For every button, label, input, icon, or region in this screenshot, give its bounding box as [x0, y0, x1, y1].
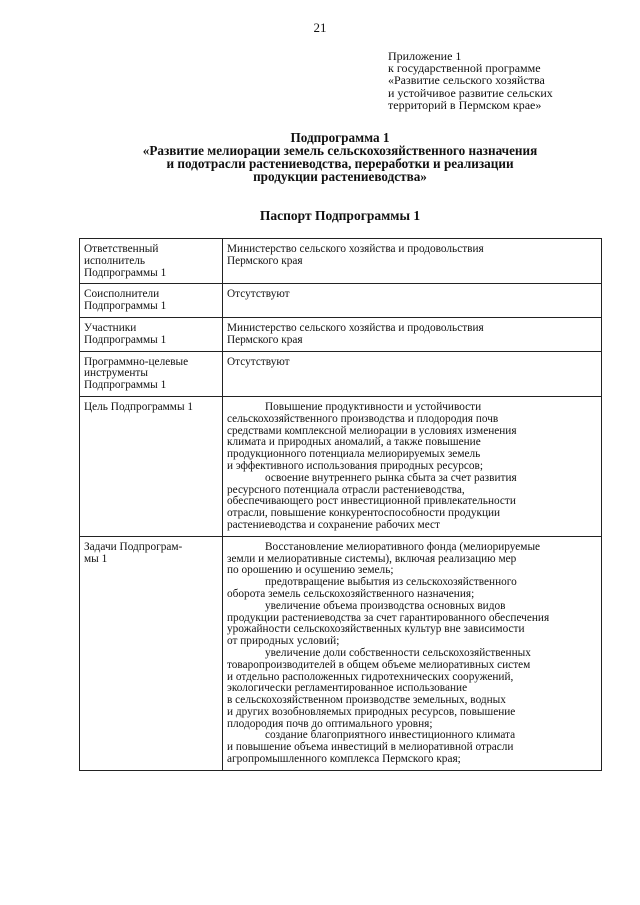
- row-value-cell: [223, 317, 602, 351]
- row-label-cell: [80, 239, 223, 284]
- row-label-cell: [80, 396, 223, 536]
- value-line: Пермского края: [227, 333, 303, 346]
- value-line: продукции растениеводства за счет гарантированного обеспечения: [227, 611, 550, 624]
- title-line: и подотрасли растениеводства, переработки и реализации: [166, 156, 514, 171]
- value-line: товаропроизводителей в общем объеме мелиоративных систем: [227, 658, 531, 671]
- label-line: Подпрограммы 1: [84, 333, 167, 346]
- row-value-cell: [223, 396, 602, 536]
- label-line: исполнитель: [84, 254, 146, 267]
- table-row: [80, 351, 602, 396]
- row-value-cell: [223, 239, 602, 284]
- appendix-note: [388, 50, 628, 111]
- value-line: урожайности сельскохозяйственных культур вне зависимости: [227, 623, 525, 636]
- subprogram-title: [90, 131, 590, 183]
- value-line: растениеводства и сохранение рабочих мест: [227, 518, 440, 531]
- label-line: инструменты: [84, 367, 148, 380]
- value-line: Пермского края: [227, 254, 303, 267]
- value-line: Министерство сельского хозяйства и продовольствия: [227, 243, 484, 255]
- label-line: Соисполнители: [84, 288, 160, 301]
- appendix-line: и устойчивое развитие сельских: [388, 85, 553, 100]
- label-line: Ответственный: [84, 243, 159, 255]
- value-line: освоение внутреннего рынка сбыта за счет развития: [265, 471, 517, 484]
- appendix-line: «Развитие сельского хозяйства: [388, 73, 545, 88]
- title-line: Подпрограмма 1: [290, 130, 390, 145]
- value-line: от природных условий;: [227, 635, 340, 648]
- row-value-cell: [223, 351, 602, 396]
- value-line: Повышение продуктивности и устойчивости: [265, 400, 482, 413]
- value-line: оборота земель сельскохозяйственного назначения;: [227, 587, 475, 600]
- page-number: 21: [313, 20, 327, 35]
- value-line: и эффективного использования природных ресурсов;: [227, 459, 483, 472]
- row-label-cell: [80, 536, 223, 770]
- table-row: [80, 396, 602, 536]
- row-value-cell: [223, 536, 602, 770]
- row-label-cell: [80, 317, 223, 351]
- row-label-cell: [80, 351, 223, 396]
- value-line: экологически регламентированное использование: [227, 682, 468, 695]
- value-line: и повышение объема инвестиций в мелиоративной отрасли: [227, 741, 514, 754]
- label-line: Подпрограммы 1: [84, 300, 167, 313]
- label-line: Участники: [84, 321, 137, 334]
- value-line: сельскохозяйственного производства и плодородия почв: [227, 412, 499, 425]
- value-line: отрасли, повышение конкурентоспособности продукции: [227, 507, 501, 520]
- appendix-line: Приложение 1: [388, 49, 462, 63]
- value-line: и отдельно расположенных гидротехнических сооружений,: [227, 670, 514, 683]
- table-row: [80, 284, 602, 318]
- table-row: [80, 317, 602, 351]
- label-line: Цель Подпрограммы 1: [84, 400, 194, 413]
- label-line: Программно-целевые: [84, 355, 189, 368]
- value-line: по орошению и осушению земель;: [227, 564, 394, 577]
- table-row: [80, 536, 602, 770]
- row-value-cell: [223, 284, 602, 318]
- value-line: Отсутствуют: [227, 355, 290, 368]
- row-label-cell: [80, 284, 223, 318]
- value-line: средствами комплексной мелиорации в условиях изменения: [227, 424, 517, 437]
- value-line: создание благоприятного инвестиционного климата: [265, 729, 516, 742]
- value-line: обеспечивающего рост инвестиционной привлекательности: [227, 495, 516, 508]
- title-line: продукции растениеводства»: [253, 169, 427, 184]
- value-line: климата и природных аномалий, а также повышение: [227, 436, 481, 449]
- value-line: плодородия почв до оптимального уровня;: [227, 717, 433, 730]
- value-line: увеличение доли собственности сельскохозяйственных: [265, 646, 531, 659]
- label-line: Подпрограммы 1: [84, 379, 167, 392]
- value-line: продукционного потенциала мелиорируемых земель: [227, 448, 481, 461]
- appendix-line: территорий в Пермском крае»: [388, 97, 542, 112]
- value-line: агропромышленного комплекса Пермского края;: [227, 753, 461, 766]
- value-line: Отсутствуют: [227, 288, 290, 301]
- value-line: Министерство сельского хозяйства и продовольствия: [227, 321, 484, 334]
- value-line: увеличение объема производства основных видов: [265, 599, 506, 612]
- value-line: ресурсного потенциала отрасли растениеводства,: [227, 483, 465, 496]
- label-line: Задачи Подпрограм-: [84, 540, 183, 553]
- value-line: в сельскохозяйственном производстве земельных, водных: [227, 694, 506, 707]
- label-line: мы 1: [84, 552, 108, 565]
- value-line: и других возобновляемых природных ресурсов, повышение: [227, 705, 516, 718]
- value-line: предотвращение выбытия из сельскохозяйственного: [265, 576, 517, 589]
- passport-title: Паспорт Подпрограммы 1: [259, 208, 421, 223]
- value-line: Восстановление мелиоративного фонда (мелиорируемые: [265, 540, 541, 553]
- passport-table: [79, 238, 602, 771]
- value-line: земли и мелиоративные системы), включая реализацию мер: [227, 552, 517, 565]
- table-row: [80, 239, 602, 284]
- title-line: «Развитие мелиорации земель сельскохозяйственного назначения: [142, 143, 538, 158]
- label-line: Подпрограммы 1: [84, 266, 167, 279]
- appendix-line: к государственной программе: [388, 61, 541, 76]
